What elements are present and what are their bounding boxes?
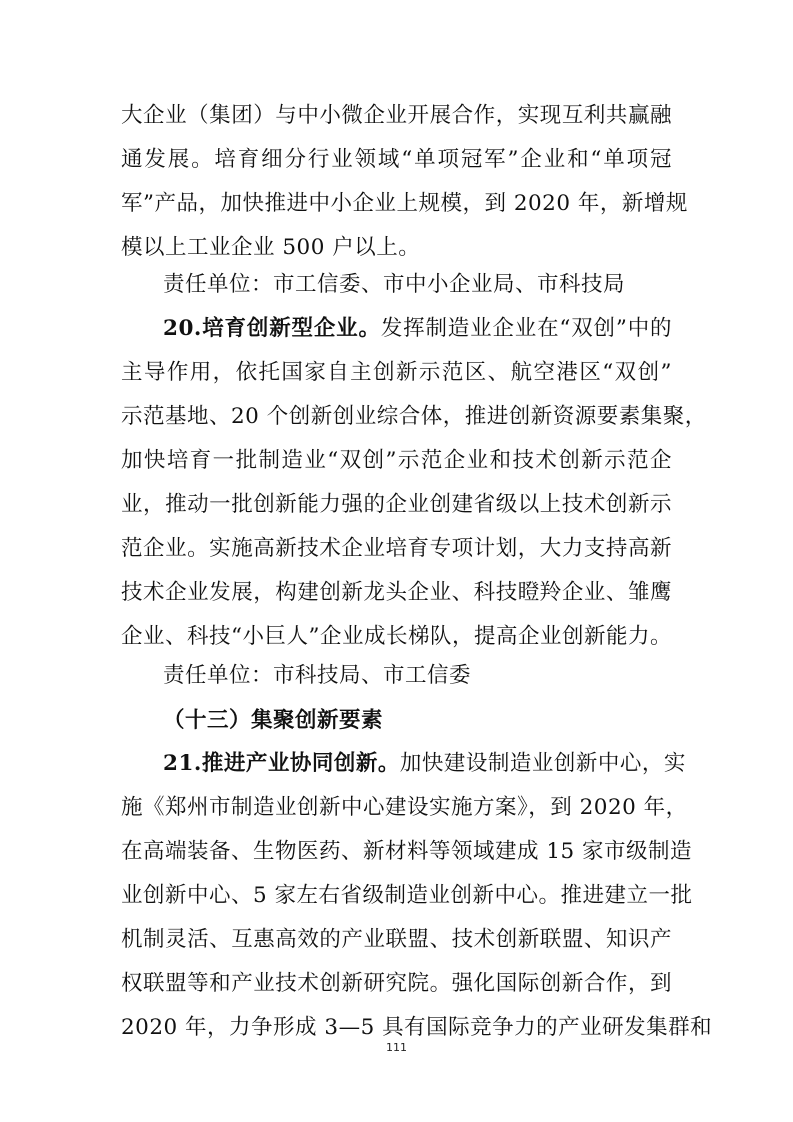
paragraph-line: 在高端装备、生物医药、新材料等领域建成 15 家市级制造 xyxy=(121,839,693,864)
paragraph-line: 加快培育一批制造业“双创”示范企业和技术创新示范企 xyxy=(121,448,672,473)
page-number: 111 xyxy=(386,1041,407,1054)
paragraph-line: 大企业（集团）与中小微企业开展合作，实现互利共赢融 xyxy=(121,103,672,128)
paragraph-line: 施《郑州市制造业创新中心建设实施方案》，到 2020 年， xyxy=(121,795,688,820)
paragraph-line: 2020 年，力争形成 3—5 具有国际竞争力的产业研发集群和 xyxy=(121,1015,713,1040)
paragraph-line: 范企业。实施高新技术企业培育专项计划，大力支持高新 xyxy=(121,536,672,561)
paragraph-line: 示范基地、20 个创新创业综合体，推进创新资源要素集聚， xyxy=(121,404,707,429)
paragraph-line: 模以上工业企业 500 户以上。 xyxy=(121,235,421,260)
paragraph-line: 业创新中心、5 家左右省级制造业创新中心。推进建立一批 xyxy=(121,883,693,908)
paragraph-line: 机制灵活、互惠高效的产业联盟、技术创新联盟、知识产 xyxy=(121,927,672,952)
section-20-first-line xyxy=(163,309,672,349)
paragraph-line: 权联盟等和产业技术创新研究院。强化国际创新合作，到 xyxy=(121,971,672,996)
section-heading-13: （十三）集聚创新要素 xyxy=(163,708,384,733)
section-20-text: 发挥制造业企业在“双创”中的 xyxy=(380,316,673,341)
paragraph-line: 通发展。培育细分行业领域“单项冠军”企业和“单项冠 xyxy=(121,147,672,172)
paragraph-line: 业，推动一批创新能力强的企业创建省级以上技术创新示 xyxy=(121,492,672,517)
paragraph-line: 军”产品，加快推进中小企业上规模，到 2020 年，新增规 xyxy=(121,191,688,216)
paragraph-line: 企业、科技“小巨人”企业成长梯队，提高企业创新能力。 xyxy=(121,624,672,649)
paragraph-line: 主导作用，依托国家自主创新示范区、航空港区“双创” xyxy=(121,360,672,385)
section-21-heading: 21.推进产业协同创新。 xyxy=(163,751,400,776)
responsible-units-line: 责任单位：市工信委、市中小企业局、市科技局 xyxy=(163,272,626,297)
section-21-first-line xyxy=(163,744,686,784)
section-20-heading: 20.培育创新型企业。 xyxy=(163,316,381,341)
responsible-units-line: 责任单位：市科技局、市工信委 xyxy=(163,663,472,688)
section-21-text: 加快建设制造业创新中心，实 xyxy=(399,751,686,776)
paragraph-line: 技术企业发展，构建创新龙头企业、科技瞪羚企业、雏鹰 xyxy=(121,580,672,605)
